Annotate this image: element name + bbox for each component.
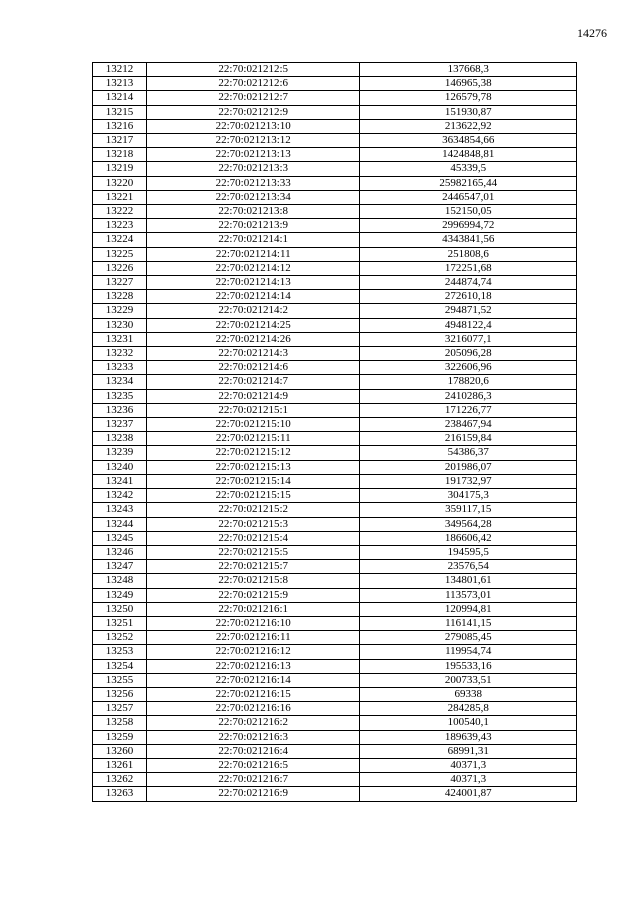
cadastral-number-cell: 22:70:021214:3 bbox=[146, 347, 360, 361]
row-number-cell: 13244 bbox=[93, 517, 147, 531]
row-number-cell: 13220 bbox=[93, 176, 147, 190]
table-row bbox=[93, 645, 577, 659]
value-cell: 4948122,4 bbox=[360, 318, 577, 332]
value-cell: 116141,15 bbox=[360, 616, 577, 630]
row-number-cell: 13221 bbox=[93, 190, 147, 204]
row-number-cell: 13240 bbox=[93, 460, 147, 474]
value-cell: 171226,77 bbox=[360, 403, 577, 417]
value-cell: 3216077,1 bbox=[360, 332, 577, 346]
cadastral-number-cell: 22:70:021214:9 bbox=[146, 389, 360, 403]
cadastral-number-cell: 22:70:021214:25 bbox=[146, 318, 360, 332]
table-row bbox=[93, 332, 577, 346]
value-cell: 284285,8 bbox=[360, 702, 577, 716]
cadastral-number-cell: 22:70:021215:11 bbox=[146, 432, 360, 446]
value-cell: 213622,92 bbox=[360, 119, 577, 133]
cadastral-number-cell: 22:70:021216:12 bbox=[146, 645, 360, 659]
cadastral-number-cell: 22:70:021216:9 bbox=[146, 787, 360, 801]
row-number-cell: 13214 bbox=[93, 91, 147, 105]
value-cell: 69338 bbox=[360, 687, 577, 701]
row-number-cell: 13234 bbox=[93, 375, 147, 389]
cadastral-number-cell: 22:70:021213:13 bbox=[146, 148, 360, 162]
table-row bbox=[93, 773, 577, 787]
row-number-cell: 13219 bbox=[93, 162, 147, 176]
table-row bbox=[93, 247, 577, 261]
row-number-cell: 13237 bbox=[93, 418, 147, 432]
table-row bbox=[93, 134, 577, 148]
table-row bbox=[93, 659, 577, 673]
value-cell: 201986,07 bbox=[360, 460, 577, 474]
value-cell: 40371,3 bbox=[360, 773, 577, 787]
cadastral-number-cell: 22:70:021215:2 bbox=[146, 503, 360, 517]
value-cell: 120994,81 bbox=[360, 602, 577, 616]
table-row bbox=[93, 403, 577, 417]
cadastral-number-cell: 22:70:021214:2 bbox=[146, 304, 360, 318]
value-cell: 25982165,44 bbox=[360, 176, 577, 190]
cadastral-number-cell: 22:70:021213:12 bbox=[146, 134, 360, 148]
row-number-cell: 13223 bbox=[93, 219, 147, 233]
row-number-cell: 13233 bbox=[93, 361, 147, 375]
row-number-cell: 13251 bbox=[93, 616, 147, 630]
table-row bbox=[93, 517, 577, 531]
cadastral-number-cell: 22:70:021212:5 bbox=[146, 63, 360, 77]
row-number-cell: 13230 bbox=[93, 318, 147, 332]
value-cell: 194595,5 bbox=[360, 545, 577, 559]
cadastral-number-cell: 22:70:021215:10 bbox=[146, 418, 360, 432]
row-number-cell: 13229 bbox=[93, 304, 147, 318]
cadastral-number-cell: 22:70:021215:13 bbox=[146, 460, 360, 474]
table-row bbox=[93, 687, 577, 701]
table-row bbox=[93, 631, 577, 645]
value-cell: 126579,78 bbox=[360, 91, 577, 105]
row-number-cell: 13258 bbox=[93, 716, 147, 730]
row-number-cell: 13263 bbox=[93, 787, 147, 801]
value-cell: 137668,3 bbox=[360, 63, 577, 77]
cadastral-number-cell: 22:70:021215:15 bbox=[146, 489, 360, 503]
cadastral-number-cell: 22:70:021214:26 bbox=[146, 332, 360, 346]
cadastral-number-cell: 22:70:021215:4 bbox=[146, 531, 360, 545]
value-cell: 178820,6 bbox=[360, 375, 577, 389]
cadastral-number-cell: 22:70:021214:13 bbox=[146, 276, 360, 290]
value-cell: 119954,74 bbox=[360, 645, 577, 659]
table-row bbox=[93, 744, 577, 758]
value-cell: 23576,54 bbox=[360, 560, 577, 574]
value-cell: 279085,45 bbox=[360, 631, 577, 645]
table-row bbox=[93, 91, 577, 105]
cadastral-number-cell: 22:70:021216:16 bbox=[146, 702, 360, 716]
row-number-cell: 13256 bbox=[93, 687, 147, 701]
cadastral-number-cell: 22:70:021215:8 bbox=[146, 574, 360, 588]
table-row bbox=[93, 190, 577, 204]
cadastral-number-cell: 22:70:021213:34 bbox=[146, 190, 360, 204]
row-number-cell: 13260 bbox=[93, 744, 147, 758]
table-row bbox=[93, 474, 577, 488]
cadastral-number-cell: 22:70:021216:13 bbox=[146, 659, 360, 673]
row-number-cell: 13236 bbox=[93, 403, 147, 417]
cadastral-number-cell: 22:70:021214:11 bbox=[146, 247, 360, 261]
table-body bbox=[93, 63, 577, 802]
value-cell: 191732,97 bbox=[360, 474, 577, 488]
value-cell: 189639,43 bbox=[360, 730, 577, 744]
row-number-cell: 13243 bbox=[93, 503, 147, 517]
table-row bbox=[93, 105, 577, 119]
table-row bbox=[93, 389, 577, 403]
value-cell: 2446547,01 bbox=[360, 190, 577, 204]
cadastral-number-cell: 22:70:021214:14 bbox=[146, 290, 360, 304]
value-cell: 146965,38 bbox=[360, 77, 577, 91]
row-number-cell: 13241 bbox=[93, 474, 147, 488]
cadastral-number-cell: 22:70:021214:1 bbox=[146, 233, 360, 247]
value-cell: 294871,52 bbox=[360, 304, 577, 318]
table-row bbox=[93, 432, 577, 446]
row-number-cell: 13247 bbox=[93, 560, 147, 574]
cadastral-table bbox=[92, 62, 577, 802]
row-number-cell: 13225 bbox=[93, 247, 147, 261]
value-cell: 4343841,56 bbox=[360, 233, 577, 247]
value-cell: 216159,84 bbox=[360, 432, 577, 446]
cadastral-number-cell: 22:70:021215:7 bbox=[146, 560, 360, 574]
cadastral-number-cell: 22:70:021216:5 bbox=[146, 758, 360, 772]
value-cell: 244874,74 bbox=[360, 276, 577, 290]
table-row bbox=[93, 787, 577, 801]
row-number-cell: 13213 bbox=[93, 77, 147, 91]
row-number-cell: 13261 bbox=[93, 758, 147, 772]
table-row bbox=[93, 716, 577, 730]
row-number-cell: 13226 bbox=[93, 261, 147, 275]
row-number-cell: 13212 bbox=[93, 63, 147, 77]
row-number-cell: 13218 bbox=[93, 148, 147, 162]
value-cell: 68991,31 bbox=[360, 744, 577, 758]
cadastral-number-cell: 22:70:021215:1 bbox=[146, 403, 360, 417]
row-number-cell: 13216 bbox=[93, 119, 147, 133]
row-number-cell: 13257 bbox=[93, 702, 147, 716]
table-row bbox=[93, 233, 577, 247]
table-row bbox=[93, 418, 577, 432]
value-cell: 238467,94 bbox=[360, 418, 577, 432]
table-row bbox=[93, 304, 577, 318]
row-number-cell: 13242 bbox=[93, 489, 147, 503]
table-row bbox=[93, 588, 577, 602]
table-row bbox=[93, 261, 577, 275]
row-number-cell: 13250 bbox=[93, 602, 147, 616]
row-number-cell: 13228 bbox=[93, 290, 147, 304]
value-cell: 134801,61 bbox=[360, 574, 577, 588]
table-row bbox=[93, 290, 577, 304]
table-row bbox=[93, 602, 577, 616]
cadastral-number-cell: 22:70:021213:9 bbox=[146, 219, 360, 233]
row-number-cell: 13227 bbox=[93, 276, 147, 290]
table-row bbox=[93, 730, 577, 744]
cadastral-number-cell: 22:70:021216:3 bbox=[146, 730, 360, 744]
cadastral-number-cell: 22:70:021212:9 bbox=[146, 105, 360, 119]
table-row bbox=[93, 276, 577, 290]
cadastral-number-cell: 22:70:021213:8 bbox=[146, 205, 360, 219]
table-row bbox=[93, 531, 577, 545]
table-row bbox=[93, 205, 577, 219]
value-cell: 3634854,66 bbox=[360, 134, 577, 148]
value-cell: 195533,16 bbox=[360, 659, 577, 673]
row-number-cell: 13246 bbox=[93, 545, 147, 559]
value-cell: 2410286,3 bbox=[360, 389, 577, 403]
table-row bbox=[93, 673, 577, 687]
value-cell: 172251,68 bbox=[360, 261, 577, 275]
table-row bbox=[93, 148, 577, 162]
cadastral-number-cell: 22:70:021214:12 bbox=[146, 261, 360, 275]
table-row bbox=[93, 460, 577, 474]
row-number-cell: 13248 bbox=[93, 574, 147, 588]
row-number-cell: 13215 bbox=[93, 105, 147, 119]
row-number-cell: 13249 bbox=[93, 588, 147, 602]
value-cell: 200733,51 bbox=[360, 673, 577, 687]
cadastral-number-cell: 22:70:021215:5 bbox=[146, 545, 360, 559]
table-row bbox=[93, 503, 577, 517]
value-cell: 151930,87 bbox=[360, 105, 577, 119]
cadastral-number-cell: 22:70:021216:15 bbox=[146, 687, 360, 701]
cadastral-number-cell: 22:70:021212:7 bbox=[146, 91, 360, 105]
cadastral-number-cell: 22:70:021213:10 bbox=[146, 119, 360, 133]
cadastral-number-cell: 22:70:021215:14 bbox=[146, 474, 360, 488]
cadastral-number-cell: 22:70:021215:9 bbox=[146, 588, 360, 602]
value-cell: 304175,3 bbox=[360, 489, 577, 503]
row-number-cell: 13259 bbox=[93, 730, 147, 744]
value-cell: 251808,6 bbox=[360, 247, 577, 261]
table-row bbox=[93, 545, 577, 559]
table-row bbox=[93, 375, 577, 389]
value-cell: 152150,05 bbox=[360, 205, 577, 219]
cadastral-number-cell: 22:70:021212:6 bbox=[146, 77, 360, 91]
value-cell: 1424848,81 bbox=[360, 148, 577, 162]
cadastral-number-cell: 22:70:021216:4 bbox=[146, 744, 360, 758]
value-cell: 54386,37 bbox=[360, 446, 577, 460]
table-row bbox=[93, 361, 577, 375]
cadastral-number-cell: 22:70:021216:1 bbox=[146, 602, 360, 616]
value-cell: 45339,5 bbox=[360, 162, 577, 176]
table-row bbox=[93, 347, 577, 361]
row-number-cell: 13255 bbox=[93, 673, 147, 687]
table-row bbox=[93, 63, 577, 77]
cadastral-number-cell: 22:70:021213:3 bbox=[146, 162, 360, 176]
value-cell: 359117,15 bbox=[360, 503, 577, 517]
row-number-cell: 13252 bbox=[93, 631, 147, 645]
value-cell: 272610,18 bbox=[360, 290, 577, 304]
value-cell: 2996994,72 bbox=[360, 219, 577, 233]
row-number-cell: 13222 bbox=[93, 205, 147, 219]
table-row bbox=[93, 119, 577, 133]
value-cell: 349564,28 bbox=[360, 517, 577, 531]
cadastral-number-cell: 22:70:021216:7 bbox=[146, 773, 360, 787]
table-row bbox=[93, 176, 577, 190]
row-number-cell: 13232 bbox=[93, 347, 147, 361]
cadastral-number-cell: 22:70:021216:10 bbox=[146, 616, 360, 630]
table-row bbox=[93, 560, 577, 574]
table-row bbox=[93, 318, 577, 332]
row-number-cell: 13262 bbox=[93, 773, 147, 787]
row-number-cell: 13239 bbox=[93, 446, 147, 460]
page-number: 14276 bbox=[577, 26, 607, 40]
row-number-cell: 13235 bbox=[93, 389, 147, 403]
row-number-cell: 13224 bbox=[93, 233, 147, 247]
table-row bbox=[93, 616, 577, 630]
row-number-cell: 13217 bbox=[93, 134, 147, 148]
value-cell: 100540,1 bbox=[360, 716, 577, 730]
row-number-cell: 13231 bbox=[93, 332, 147, 346]
table-row bbox=[93, 702, 577, 716]
cadastral-number-cell: 22:70:021214:6 bbox=[146, 361, 360, 375]
cadastral-number-cell: 22:70:021215:3 bbox=[146, 517, 360, 531]
cadastral-number-cell: 22:70:021216:14 bbox=[146, 673, 360, 687]
table-row bbox=[93, 77, 577, 91]
table-row bbox=[93, 162, 577, 176]
row-number-cell: 13254 bbox=[93, 659, 147, 673]
cadastral-number-cell: 22:70:021216:11 bbox=[146, 631, 360, 645]
cadastral-number-cell: 22:70:021214:7 bbox=[146, 375, 360, 389]
cadastral-number-cell: 22:70:021215:12 bbox=[146, 446, 360, 460]
row-number-cell: 13253 bbox=[93, 645, 147, 659]
table-row bbox=[93, 758, 577, 772]
table-row bbox=[93, 574, 577, 588]
cadastral-number-cell: 22:70:021216:2 bbox=[146, 716, 360, 730]
value-cell: 322606,96 bbox=[360, 361, 577, 375]
row-number-cell: 13238 bbox=[93, 432, 147, 446]
value-cell: 186606,42 bbox=[360, 531, 577, 545]
cadastral-number-cell: 22:70:021213:33 bbox=[146, 176, 360, 190]
row-number-cell: 13245 bbox=[93, 531, 147, 545]
table-row bbox=[93, 219, 577, 233]
value-cell: 113573,01 bbox=[360, 588, 577, 602]
value-cell: 424001,87 bbox=[360, 787, 577, 801]
table-row bbox=[93, 446, 577, 460]
value-cell: 205096,28 bbox=[360, 347, 577, 361]
value-cell: 40371,3 bbox=[360, 758, 577, 772]
table-row bbox=[93, 489, 577, 503]
